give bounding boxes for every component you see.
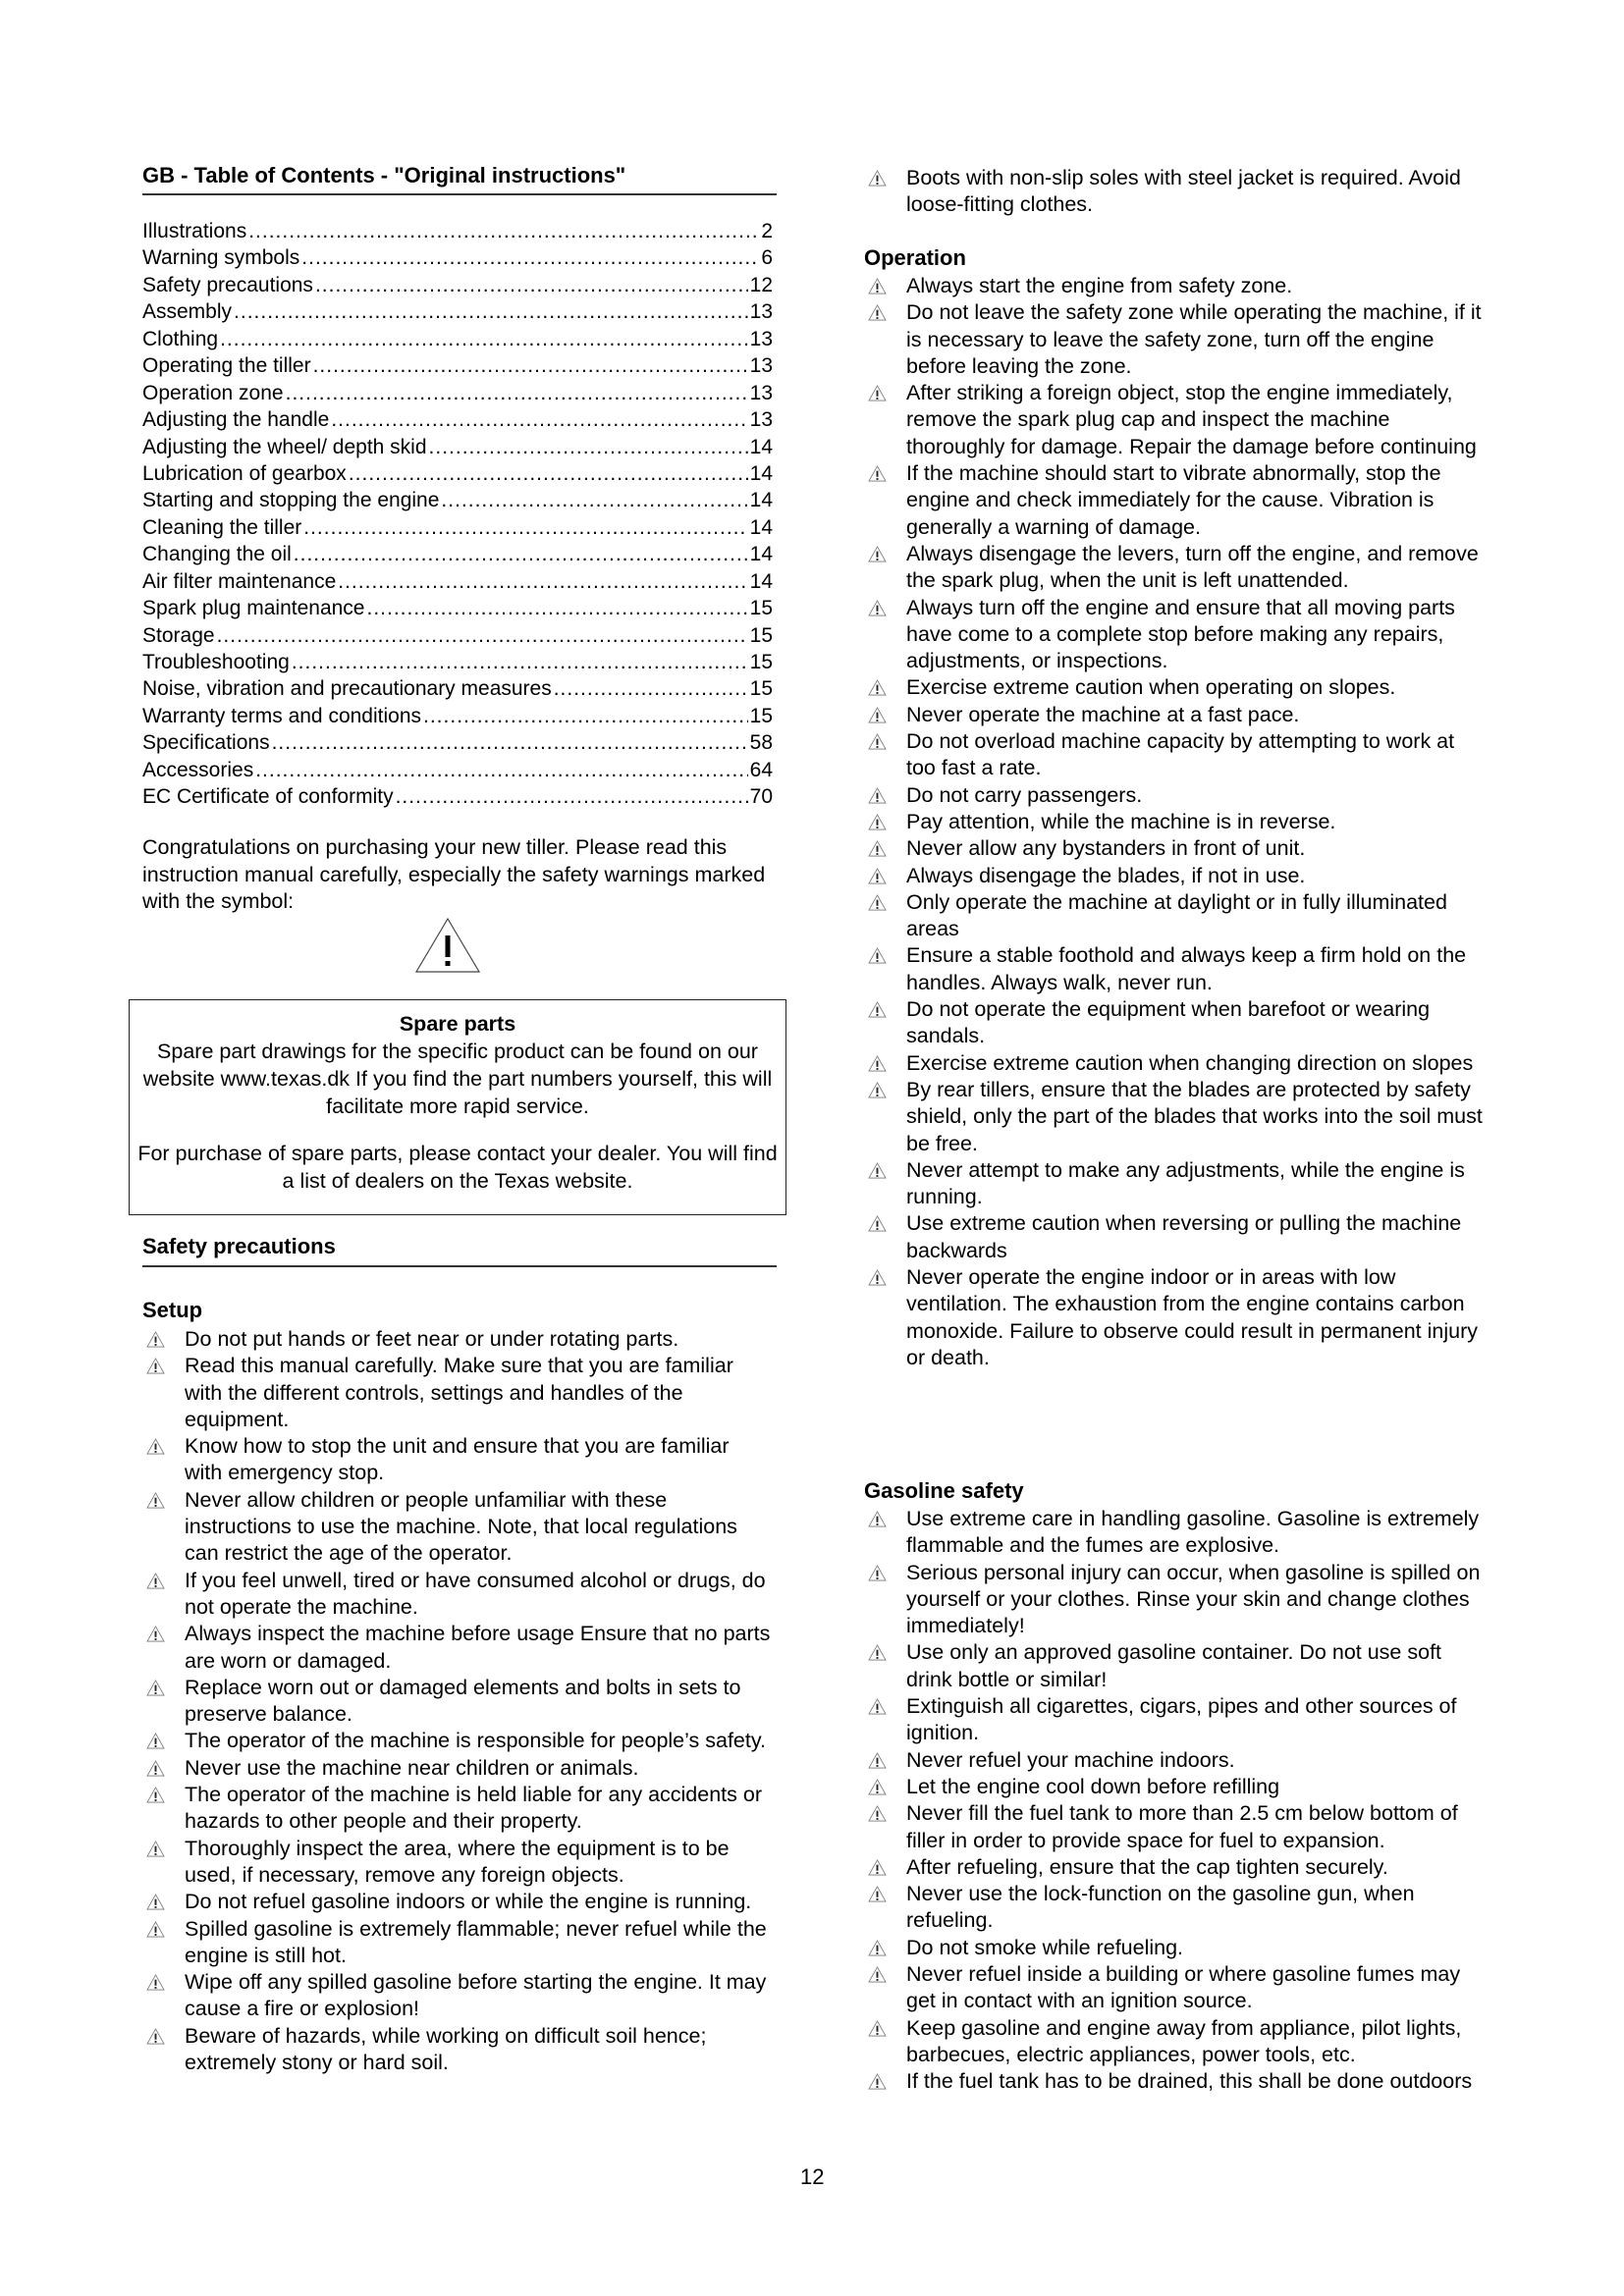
operation-title: Operation bbox=[864, 245, 966, 270]
warning-icon bbox=[868, 1001, 887, 1018]
warning-icon bbox=[868, 1565, 887, 1581]
warning-text: Replace worn out or damaged elements and bolts in sets to preserve balance. bbox=[185, 1675, 741, 1727]
warning-list-item bbox=[864, 889, 1488, 943]
warning-list-item bbox=[864, 1506, 1488, 1560]
warning-text: Read this manual carefully. Make sure that you are familiar with the different controls, settings and handles of the equipment. bbox=[185, 1354, 733, 1431]
toc-leader-dots bbox=[423, 705, 748, 728]
warning-text: Serious personal injury can occur, when gasoline is spilled on yourself or your clothes. Rinse your skin and change clothes immediately! bbox=[906, 1560, 1481, 1638]
toc-leader-dots bbox=[349, 462, 748, 486]
toc-leader-dots bbox=[217, 624, 748, 648]
toc-leader-dots bbox=[554, 677, 748, 701]
warning-icon bbox=[868, 1055, 887, 1072]
toc-entry-label: Cleaning the tiller bbox=[142, 515, 302, 539]
warning-list-item bbox=[864, 1747, 1488, 1774]
toc-entry bbox=[142, 354, 773, 381]
toc-entry-page: 14 bbox=[749, 569, 773, 593]
toc-entry-page: 14 bbox=[749, 461, 773, 485]
warning-list-item bbox=[864, 1693, 1488, 1747]
toc-entry-page: 13 bbox=[749, 381, 773, 404]
warning-list-item bbox=[142, 1326, 771, 1353]
toc-entry-page: 13 bbox=[749, 354, 773, 378]
warning-list-item bbox=[864, 1854, 1488, 1881]
warning-icon bbox=[868, 465, 887, 482]
toc-entry-page: 15 bbox=[749, 704, 773, 727]
toc-entry bbox=[142, 785, 773, 812]
gasoline-safety-title: Gasoline safety bbox=[864, 1478, 1024, 1503]
toc-entry-page: 15 bbox=[749, 623, 773, 647]
warning-text: By rear tillers, ensure that the blades are protected by safety shield, only the part of the blades that works into the soil must be free. bbox=[906, 1077, 1483, 1155]
clothing-list bbox=[864, 165, 1488, 219]
toc-leader-dots bbox=[303, 516, 747, 540]
warning-text: The operator of the machine is held liable for any accidents or hazards to other people and their property. bbox=[185, 1783, 762, 1834]
toc-entry bbox=[142, 759, 773, 785]
warning-text: Do not overload machine capacity by attempting to work at too fast a rate. bbox=[906, 729, 1455, 780]
warning-text: Exercise extreme caution when operating on slopes. bbox=[906, 675, 1396, 700]
toc-leader-dots bbox=[315, 274, 748, 297]
warning-text: The operator of the machine is responsible for people’s safety. bbox=[185, 1729, 766, 1753]
toc-leader-dots bbox=[366, 597, 747, 620]
toc-entry-label: Illustrations bbox=[142, 220, 247, 242]
warning-list-item bbox=[142, 1916, 771, 1970]
warning-icon bbox=[868, 947, 887, 964]
toc-leader-dots bbox=[272, 731, 748, 755]
toc-leader-dots bbox=[248, 220, 759, 243]
warning-icon bbox=[868, 733, 887, 750]
warning-text: Never use the machine near children or animals. bbox=[185, 1755, 639, 1780]
warning-text: Do not carry passengers. bbox=[906, 782, 1143, 807]
warning-icon bbox=[868, 840, 887, 857]
toc-entry-page: 15 bbox=[749, 651, 773, 673]
warning-list-item bbox=[864, 863, 1488, 889]
safety-precautions-title: Safety precautions bbox=[142, 1234, 777, 1267]
warning-text: Always inspect the machine before usage Ensure that no parts are worn or damaged. bbox=[185, 1622, 771, 1673]
toc-entry-label: Warning symbols bbox=[142, 246, 300, 270]
setup-list bbox=[142, 1326, 771, 2076]
warning-list-item bbox=[864, 1935, 1488, 1961]
warning-list-item bbox=[142, 1836, 771, 1890]
toc-entry-label: Changing the oil bbox=[142, 543, 292, 566]
warning-icon bbox=[868, 1752, 887, 1769]
warning-icon bbox=[146, 1787, 165, 1803]
warning-list-item bbox=[142, 1755, 771, 1782]
toc-entry-label: Starting and stopping the engine bbox=[142, 489, 440, 512]
warning-text: Do not operate the equipment when barefoot or wearing sandals. bbox=[906, 997, 1431, 1048]
toc-leader-dots bbox=[234, 300, 748, 324]
toc-entry bbox=[142, 731, 773, 758]
warning-text: Keep gasoline and engine away from appliance, pilot lights, barbecues, electric appliances, power tools, etc. bbox=[906, 2015, 1462, 2066]
toc-title: GB - Table of Contents - "Original instructions" bbox=[142, 163, 777, 195]
warning-list-item bbox=[864, 1210, 1488, 1264]
warning-text: Do not leave the safety zone while operating the machine, if it is necessary to leave the safety zone, turn off the engine before leaving the zone. bbox=[906, 300, 1482, 378]
warning-icon bbox=[868, 1698, 887, 1715]
warning-text: Know how to stop the unit and ensure that you are familiar with emergency stop. bbox=[185, 1434, 730, 1485]
warning-text: Never refuel inside a building or where gasoline fumes may get in contact with an ignition source. bbox=[906, 1962, 1461, 2013]
toc-entry-page: 14 bbox=[749, 515, 773, 539]
warning-text: Always disengage the levers, turn off the engine, and remove the spark plug, when the unit is left unattended. bbox=[906, 541, 1479, 593]
warning-icon bbox=[146, 1733, 165, 1749]
toc-entry-label: Operation zone bbox=[142, 381, 284, 404]
warning-icon bbox=[868, 2020, 887, 2037]
warning-list-item bbox=[142, 1433, 771, 1487]
warning-list-item bbox=[864, 380, 1488, 460]
warning-list-item bbox=[864, 702, 1488, 728]
warning-list-item bbox=[142, 1675, 771, 1729]
toc-entry-page: 12 bbox=[749, 273, 773, 296]
warning-icon bbox=[146, 1438, 165, 1455]
intro-text: Congratulations on purchasing your new tiller. Please read this instruction manual carefully, especially the safety warnings marked with the symbol: bbox=[142, 835, 766, 913]
warning-text: Use extreme caution when reversing or pulling the machine backwards bbox=[906, 1211, 1462, 1262]
warning-list-item bbox=[864, 165, 1488, 219]
warning-icon bbox=[146, 1921, 165, 1938]
warning-icon bbox=[868, 278, 887, 294]
warning-icon bbox=[146, 1492, 165, 1509]
warning-text: Never refuel your machine indoors. bbox=[906, 1747, 1235, 1772]
toc-entry-page: 2 bbox=[761, 220, 773, 242]
toc-entry-page: 58 bbox=[749, 731, 773, 755]
warning-text: Never attempt to make any adjustments, while the engine is running. bbox=[906, 1157, 1465, 1209]
warning-list-item bbox=[864, 835, 1488, 862]
warning-list-item bbox=[864, 782, 1488, 809]
warning-triangle-icon bbox=[413, 916, 482, 975]
warning-icon bbox=[146, 1760, 165, 1777]
warning-list-item bbox=[864, 1881, 1488, 1935]
warning-text: Use only an approved gasoline container. Do not use soft drink bottle or similar! bbox=[906, 1640, 1442, 1691]
warning-list-item bbox=[864, 2015, 1488, 2069]
warning-icon bbox=[146, 1573, 165, 1589]
warning-icon bbox=[146, 1626, 165, 1642]
warning-icon bbox=[146, 1841, 165, 1857]
warning-list-item bbox=[142, 1353, 771, 1433]
warning-icon bbox=[868, 170, 887, 187]
warning-text: Exercise extreme caution when changing direction on slopes bbox=[906, 1050, 1474, 1075]
warning-list-item bbox=[864, 299, 1488, 380]
warning-text: Ensure a stable foothold and always keep a firm hold on the handles. Always walk, never run. bbox=[906, 943, 1467, 994]
warning-text: Never operate the engine indoor or in areas with low ventilation. The exhaustion from the engine contains carbon monoxide. Failure to observe could result in permanent injury or death. bbox=[906, 1264, 1478, 1369]
warning-list-item bbox=[864, 728, 1488, 782]
warning-icon bbox=[868, 1511, 887, 1527]
warning-list-item bbox=[864, 1077, 1488, 1157]
warning-text: Do not put hands or feet near or under rotating parts. bbox=[185, 1327, 679, 1351]
warning-icon bbox=[868, 304, 887, 321]
warning-icon bbox=[868, 868, 887, 884]
warning-text: Do not smoke while refueling. bbox=[906, 1935, 1184, 1959]
warning-icon bbox=[868, 787, 887, 804]
toc-entry-label: Noise, vibration and precautionary measures bbox=[142, 677, 552, 701]
warning-list-item bbox=[864, 1264, 1488, 1371]
warning-icon bbox=[868, 679, 887, 696]
toc-entry-page: 6 bbox=[761, 246, 773, 270]
warning-list-item bbox=[142, 1487, 771, 1568]
toc-entry bbox=[142, 651, 773, 677]
warning-text: After refueling, ensure that the cap tighten securely. bbox=[906, 1854, 1388, 1879]
toc-entry bbox=[142, 220, 773, 246]
warning-list-item bbox=[142, 2023, 771, 2077]
toc-leader-dots bbox=[338, 570, 747, 594]
warning-list-item bbox=[864, 460, 1488, 541]
toc-entry bbox=[142, 246, 773, 273]
warning-text: Never fill the fuel tank to more than 2.5 cm below bottom of filler in order to provide space for fuel to expansion. bbox=[906, 1801, 1458, 1852]
toc-entry bbox=[142, 328, 773, 354]
warning-list-item bbox=[864, 2068, 1488, 2095]
warning-list-item bbox=[142, 1728, 771, 1754]
toc-entry-page: 14 bbox=[749, 435, 773, 458]
warning-icon bbox=[146, 1680, 165, 1696]
warning-text: Only operate the machine at daylight or in fully illuminated areas bbox=[906, 889, 1447, 941]
toc-entry-page: 70 bbox=[749, 785, 773, 809]
toc-entry-page: 64 bbox=[749, 758, 773, 781]
toc-entry-label: Safety precautions bbox=[142, 273, 313, 296]
warning-list-item bbox=[864, 1774, 1488, 1800]
warning-list-item bbox=[864, 595, 1488, 675]
warning-text: Spilled gasoline is extremely flammable; never refuel while the engine is still hot. bbox=[185, 1916, 767, 1967]
warning-icon bbox=[146, 1331, 165, 1348]
warning-icon bbox=[868, 600, 887, 616]
toc-entry-label: Spark plug maintenance bbox=[142, 597, 365, 620]
toc-entry-label: EC Certificate of conformity bbox=[142, 785, 394, 809]
warning-icon bbox=[868, 1805, 887, 1822]
warning-list-item bbox=[142, 1889, 771, 1915]
warning-icon bbox=[868, 546, 887, 562]
toc-entry-label: Troubleshooting bbox=[142, 651, 290, 673]
warning-icon bbox=[146, 1358, 165, 1374]
toc-entry-label: Specifications bbox=[142, 731, 270, 755]
warning-list-item bbox=[864, 1560, 1488, 1640]
warning-text: Always turn off the engine and ensure that all moving parts have come to a complete stop before making any repairs, adjustments, or inspections. bbox=[906, 595, 1455, 673]
gasoline-list bbox=[864, 1506, 1488, 2096]
warning-icon bbox=[868, 707, 887, 723]
toc-entry-page: 15 bbox=[749, 677, 773, 701]
warning-icon bbox=[146, 2028, 165, 2045]
warning-icon bbox=[868, 1779, 887, 1795]
warning-text: Wipe off any spilled gasoline before starting the engine. It may cause a fire or explosion! bbox=[185, 1970, 767, 2021]
warning-list-item bbox=[864, 1961, 1488, 2015]
warning-icon bbox=[146, 1894, 165, 1910]
toc-entry-label: Adjusting the wheel/ depth skid bbox=[142, 435, 427, 458]
toc-entry-label: Operating the tiller bbox=[142, 354, 311, 378]
toc-leader-dots bbox=[396, 785, 748, 809]
toc-leader-dots bbox=[286, 382, 748, 405]
spare-parts-paragraph-2: For purchase of spare parts, please contact your dealer. You will find a list of dealers on the Texas website. bbox=[137, 1142, 778, 1193]
operation-list bbox=[864, 273, 1488, 1371]
toc-entry bbox=[142, 436, 773, 462]
warning-icon bbox=[868, 1082, 887, 1098]
warning-icon bbox=[868, 894, 887, 911]
toc-entry bbox=[142, 274, 773, 300]
page-number: 12 bbox=[800, 2164, 825, 2189]
warning-list-item bbox=[864, 1157, 1488, 1211]
toc-entry bbox=[142, 462, 773, 489]
warning-icon bbox=[868, 1966, 887, 1983]
spare-parts-paragraph-1: Spare part drawings for the specific product can be found on our website www.texas.dk If you find the part numbers yourself, this will facilitate more rapid service. bbox=[142, 1040, 773, 1118]
warning-icon bbox=[868, 1859, 887, 1876]
table-of-contents bbox=[142, 220, 773, 813]
warning-list-item bbox=[864, 809, 1488, 835]
setup-title: Setup bbox=[142, 1298, 203, 1322]
toc-entry bbox=[142, 570, 773, 597]
toc-entry bbox=[142, 705, 773, 731]
toc-entry-label: Warranty terms and conditions bbox=[142, 704, 422, 727]
warning-text: Never use the lock-function on the gasoline gun, when refueling. bbox=[906, 1882, 1415, 1933]
warning-text: Always disengage the blades, if not in use. bbox=[906, 863, 1306, 887]
toc-entry bbox=[142, 677, 773, 704]
toc-leader-dots bbox=[313, 354, 748, 378]
warning-list-item bbox=[864, 942, 1488, 996]
toc-entry-page: 14 bbox=[749, 543, 773, 566]
warning-icon bbox=[868, 1644, 887, 1661]
warning-text: Never operate the machine at a fast pace. bbox=[906, 702, 1300, 726]
toc-entry-page: 14 bbox=[749, 489, 773, 512]
warning-text: Never allow any bystanders in front of unit. bbox=[906, 836, 1306, 861]
warning-text: Use extreme care in handling gasoline. Gasoline is extremely flammable and the fumes are explosive. bbox=[906, 1507, 1480, 1558]
toc-entry-page: 13 bbox=[749, 327, 773, 350]
warning-icon bbox=[868, 1886, 887, 1902]
toc-entry-label: Storage bbox=[142, 623, 215, 647]
warning-icon bbox=[868, 1269, 887, 1286]
warning-list-item bbox=[864, 541, 1488, 595]
warning-text: Thoroughly inspect the area, where the equipment is to be used, if necessary, remove any foreign objects. bbox=[185, 1836, 730, 1887]
toc-entry bbox=[142, 408, 773, 435]
toc-entry bbox=[142, 516, 773, 543]
warning-text: Beware of hazards, while working on difficult soil hence; extremely stony or hard soil. bbox=[185, 2023, 707, 2075]
warning-icon bbox=[146, 1974, 165, 1991]
warning-icon bbox=[868, 1215, 887, 1232]
warning-list-item bbox=[142, 1969, 771, 2023]
toc-leader-dots bbox=[294, 543, 748, 566]
warning-text: If the machine should start to vibrate abnormally, stop the engine and check immediately for the cause. Vibration is generally a warning of damage. bbox=[906, 461, 1441, 539]
warning-list-item bbox=[142, 1621, 771, 1675]
warning-list-item bbox=[864, 1800, 1488, 1854]
toc-entry-label: Lubrication of gearbox bbox=[142, 461, 347, 485]
warning-text: Always start the engine from safety zone. bbox=[906, 274, 1293, 297]
warning-list-item bbox=[864, 273, 1488, 299]
toc-leader-dots bbox=[301, 246, 759, 270]
warning-text: Boots with non-slip soles with steel jacket is required. Avoid loose-fitting clothes. bbox=[906, 166, 1461, 217]
warning-text: Let the engine cool down before refilling bbox=[906, 1774, 1280, 1798]
warning-text: Do not refuel gasoline indoors or while the engine is running. bbox=[185, 1890, 752, 1914]
toc-entry bbox=[142, 489, 773, 515]
warning-list-item bbox=[142, 1782, 771, 1836]
toc-leader-dots bbox=[255, 759, 747, 782]
toc-entry-label: Assembly bbox=[142, 300, 233, 324]
toc-entry-label: Adjusting the handle bbox=[142, 408, 330, 432]
toc-entry-label: Accessories bbox=[142, 758, 254, 781]
warning-list-item bbox=[864, 674, 1488, 701]
toc-leader-dots bbox=[292, 651, 748, 674]
toc-entry bbox=[142, 543, 773, 569]
warning-text: If you feel unwell, tired or have consumed alcohol or drugs, do not operate the machine. bbox=[185, 1568, 766, 1619]
warning-text: Extinguish all cigarettes, cigars, pipes and other sources of ignition. bbox=[906, 1694, 1457, 1745]
toc-entry bbox=[142, 624, 773, 651]
toc-leader-dots bbox=[441, 489, 747, 512]
toc-leader-dots bbox=[220, 328, 748, 351]
toc-entry-page: 13 bbox=[749, 300, 773, 324]
warning-icon bbox=[868, 385, 887, 401]
spare-parts-box bbox=[129, 999, 786, 1215]
spare-parts-title: Spare parts bbox=[399, 1012, 516, 1036]
toc-leader-dots bbox=[331, 408, 747, 432]
warning-icon bbox=[868, 1162, 887, 1179]
warning-text: Never allow children or people unfamiliar with these instructions to use the machine. Note, that local regulations can restrict the age of the operator. bbox=[185, 1487, 737, 1566]
warning-list-item bbox=[864, 996, 1488, 1050]
toc-entry bbox=[142, 597, 773, 623]
toc-entry bbox=[142, 300, 773, 327]
warning-icon bbox=[868, 1940, 887, 1956]
toc-entry-label: Clothing bbox=[142, 327, 219, 350]
warning-icon bbox=[868, 814, 887, 830]
warning-text: After striking a foreign object, stop the engine immediately, remove the spark plug cap and inspect the machine thoroughly for damage. Repair the damage before continuing bbox=[906, 381, 1477, 458]
toc-entry bbox=[142, 382, 773, 408]
toc-entry-label: Air filter maintenance bbox=[142, 569, 337, 593]
warning-text: Pay attention, while the machine is in reverse. bbox=[906, 809, 1336, 833]
toc-leader-dots bbox=[429, 436, 748, 459]
toc-entry-page: 13 bbox=[749, 408, 773, 432]
toc-entry-page: 15 bbox=[749, 597, 773, 620]
warning-icon bbox=[868, 2073, 887, 2090]
warning-list-item bbox=[142, 1568, 771, 1622]
warning-list-item bbox=[864, 1050, 1488, 1077]
warning-text: If the fuel tank has to be drained, this shall be done outdoors bbox=[906, 2069, 1473, 2094]
warning-list-item bbox=[864, 1639, 1488, 1693]
